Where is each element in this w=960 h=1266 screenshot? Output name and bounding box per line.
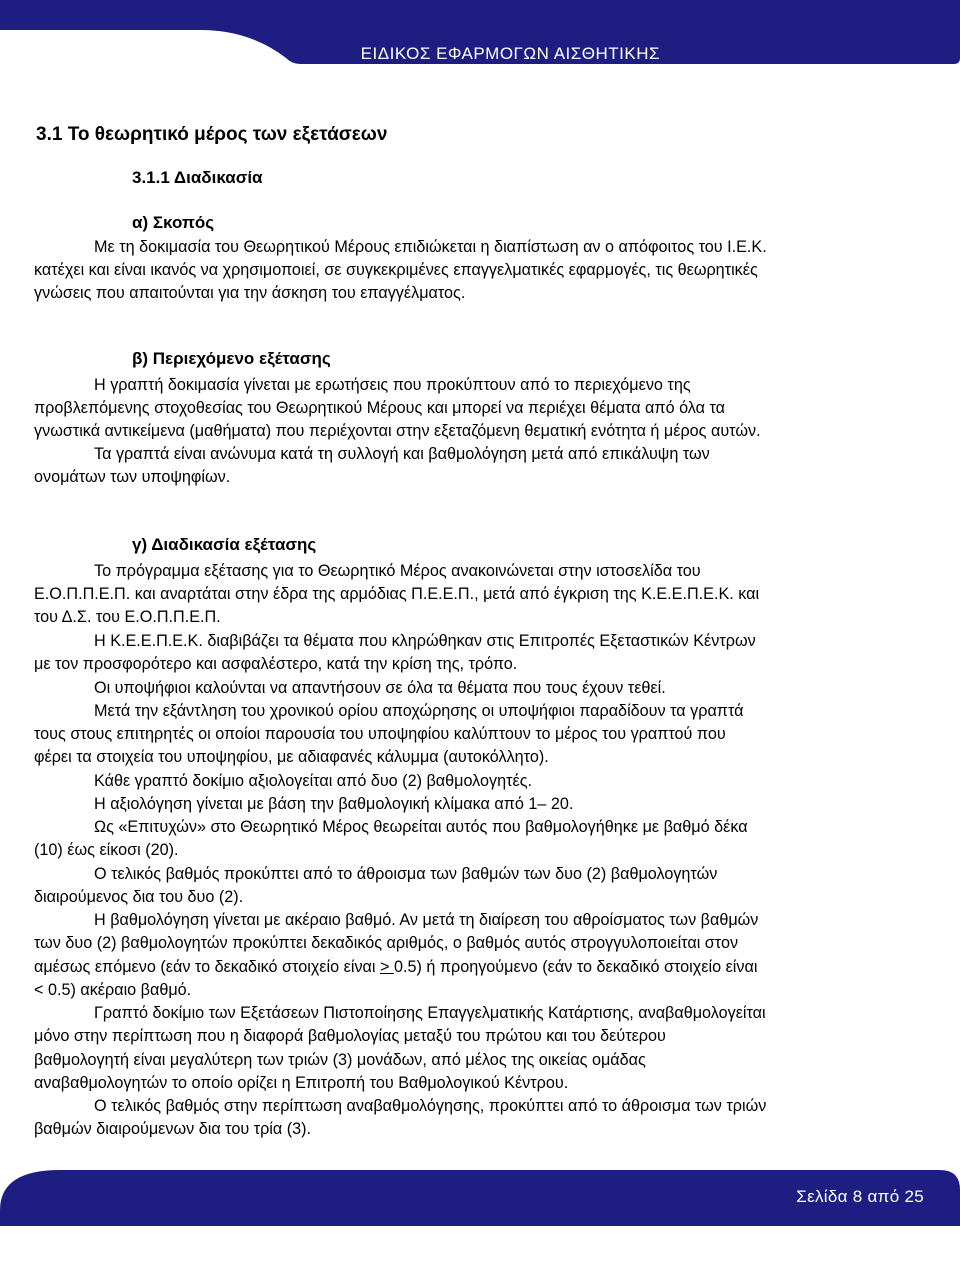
- header-band: [0, 0, 960, 80]
- procedure-line: Κάθε γραπτό δοκίμιο αξιολογείται από δυο (2) βαθμολογητές.: [94, 772, 533, 790]
- procedure-line: μόνο στην περίπτωση που η διαφορά βαθμολογίας μεταξύ του πρώτου και του δεύτερου: [34, 1027, 666, 1045]
- procedure-line: βαθμών διαιρούμενων δια του τρία (3).: [34, 1120, 312, 1138]
- procedure-line: Η Κ.Ε.Ε.Π.Ε.Κ. διαβιβάζει τα θέματα που κληρώθηκαν στις Επιτροπές Εξεταστικών Κέντρων: [94, 632, 756, 650]
- procedure-line: του Δ.Σ. του Ε.Ο.Π.Π.Ε.Π.: [34, 608, 221, 626]
- procedure-line: Ε.Ο.Π.Π.Ε.Π. και αναρτάται στην έδρα της αρμόδιας Π.Ε.Ε.Π., μετά από έγκριση της Κ.Ε.Ε.Π.Ε.Κ. και: [34, 585, 760, 603]
- heading-procedure: γ) Διαδικασία εξέτασης: [132, 535, 317, 554]
- procedure-line: τους στους επιτηρητές οι οποίοι παρουσία του υποψηφίου καλύπτουν το μέρος του γραπτού που: [34, 725, 726, 743]
- section-subtitle: 3.1.1 Διαδικασία: [132, 168, 263, 187]
- procedure-line-part: 0.5) ή προηγούμενο (εάν το δεκαδικό στοιχείο είναι: [393, 958, 758, 976]
- procedure-line: με τον προσφορότερο και ασφαλέστερο, κατά την κρίση της, τρόπο.: [34, 655, 518, 673]
- gte-symbol: >: [379, 958, 394, 976]
- procedure-line-part: αμέσως επόμενο (εάν το δεκαδικό στοιχείο είναι: [34, 958, 380, 976]
- header-specialty: ΕΙΔΙΚΟΣ ΕΦΑΡΜΟΓΩΝ ΑΙΣΘΗΤΙΚΗΣ: [360, 44, 660, 63]
- procedure-line: διαιρούμενος δια του δυο (2).: [34, 888, 244, 906]
- procedure-line: Γραπτό δοκίμιο των Εξετάσεων Πιστοποίησης Επαγγελματικής Κατάρτισης, αναβαθμολογείται: [94, 1004, 766, 1022]
- procedure-line: Οι υποψήφιοι καλούνται να απαντήσουν σε όλα τα θέματα που τους έχουν τεθεί.: [94, 679, 666, 697]
- procedure-line: Το πρόγραμμα εξέτασης για το Θεωρητικό Μέρος ανακοινώνεται στην ιστοσελίδα του: [94, 562, 701, 580]
- procedure-line: Ως «Επιτυχών» στο Θεωρητικό Μέρος θεωρείται αυτός που βαθμολογήθηκε με βαθμό δέκα: [94, 818, 748, 836]
- purpose-line: Με τη δοκιμασία του Θεωρητικού Μέρους επιδιώκεται η διαπίστωση αν ο απόφοιτος του Ι.Ε.Κ.: [94, 238, 767, 256]
- procedure-line: Ο τελικός βαθμός στην περίπτωση αναβαθμολόγησης, προκύπτει από το άθροισμα των τριών: [94, 1097, 767, 1115]
- footer-band: [0, 1170, 960, 1266]
- page-number: Σελίδα 8 από 25: [796, 1187, 924, 1206]
- purpose-line: κατέχει και είναι ικανός να χρησιμοποιεί, σε συγκεκριμένες επαγγελματικές εφαρμογές, τις θεωρητικές: [34, 261, 758, 279]
- content-line: προβλεπόμενης στοχοθεσίας του Θεωρητικού Μέρους και μπορεί να περιέχει θέματα από όλα τα: [34, 399, 726, 417]
- procedure-line: βαθμολογητή είναι μεγαλύτερη των τριών (3) μονάδων, από μέλος της οικείας ομάδας: [34, 1051, 646, 1069]
- content-line: Τα γραπτά είναι ανώνυμα κατά τη συλλογή και βαθμολόγηση μετά από επικάλυψη των: [94, 445, 710, 463]
- heading-content: β) Περιεχόμενο εξέτασης: [132, 349, 331, 368]
- procedure-line: Ο τελικός βαθμός προκύπτει από το άθροισμα των βαθμών των δυο (2) βαθμολογητών: [94, 865, 718, 883]
- content-line: Η γραπτή δοκιμασία γίνεται με ερωτήσεις που προκύπτουν από το περιεχόμενο της: [94, 376, 691, 394]
- procedure-line: φέρει τα στοιχεία του υποψηφίου, με αδιαφανές κάλυμμα (αυτοκόλλητο).: [34, 748, 549, 766]
- page-header: [0, 0, 960, 80]
- heading-purpose: α) Σκοπός: [132, 213, 215, 232]
- procedure-line: των δυο (2) βαθμολογητών προκύπτει δεκαδικός αριθμός, ο βαθμός αυτός στρογγυλοποιείται στον: [34, 934, 739, 952]
- procedure-line: Η βαθμολόγηση γίνεται με ακέραιο βαθμό. Αν μετά τη διαίρεση του αθροίσματος των βαθμών: [94, 911, 759, 929]
- procedure-line: Η αξιολόγηση γίνεται με βάση την βαθμολογική κλίμακα από 1– 20.: [94, 795, 574, 813]
- procedure-line: [34, 956, 757, 979]
- procedure-line: < 0.5) ακέραιο βαθμό.: [34, 981, 192, 999]
- procedure-line: Μετά την εξάντληση του χρονικού ορίου αποχώρησης οι υποψήφιοι παραδίδουν τα γραπτά: [94, 702, 744, 720]
- page-footer: [0, 1170, 960, 1266]
- purpose-line: γνώσεις που απαιτούνται για την άσκηση του επαγγέλματος.: [34, 284, 466, 302]
- content-line: ονομάτων των υποψηφίων.: [34, 468, 231, 486]
- procedure-line: (10) έως είκοσι (20).: [34, 841, 179, 859]
- section-title: 3.1 Το θεωρητικό μέρος των εξετάσεων: [36, 124, 388, 145]
- procedure-line: αναβαθμολογητών το οποίο ορίζει η Επιτροπή του Βαθμολογικού Κέντρου.: [34, 1074, 569, 1092]
- header-org: Ε.Ο.Π.Π.Ε.Π.: [4, 30, 112, 49]
- content-line: γνωστικά αντικείμενα (μαθήματα) που περιέχονται στην εξεταζόμενη θεματική ενότητα ή μέρος αυτών.: [34, 422, 761, 440]
